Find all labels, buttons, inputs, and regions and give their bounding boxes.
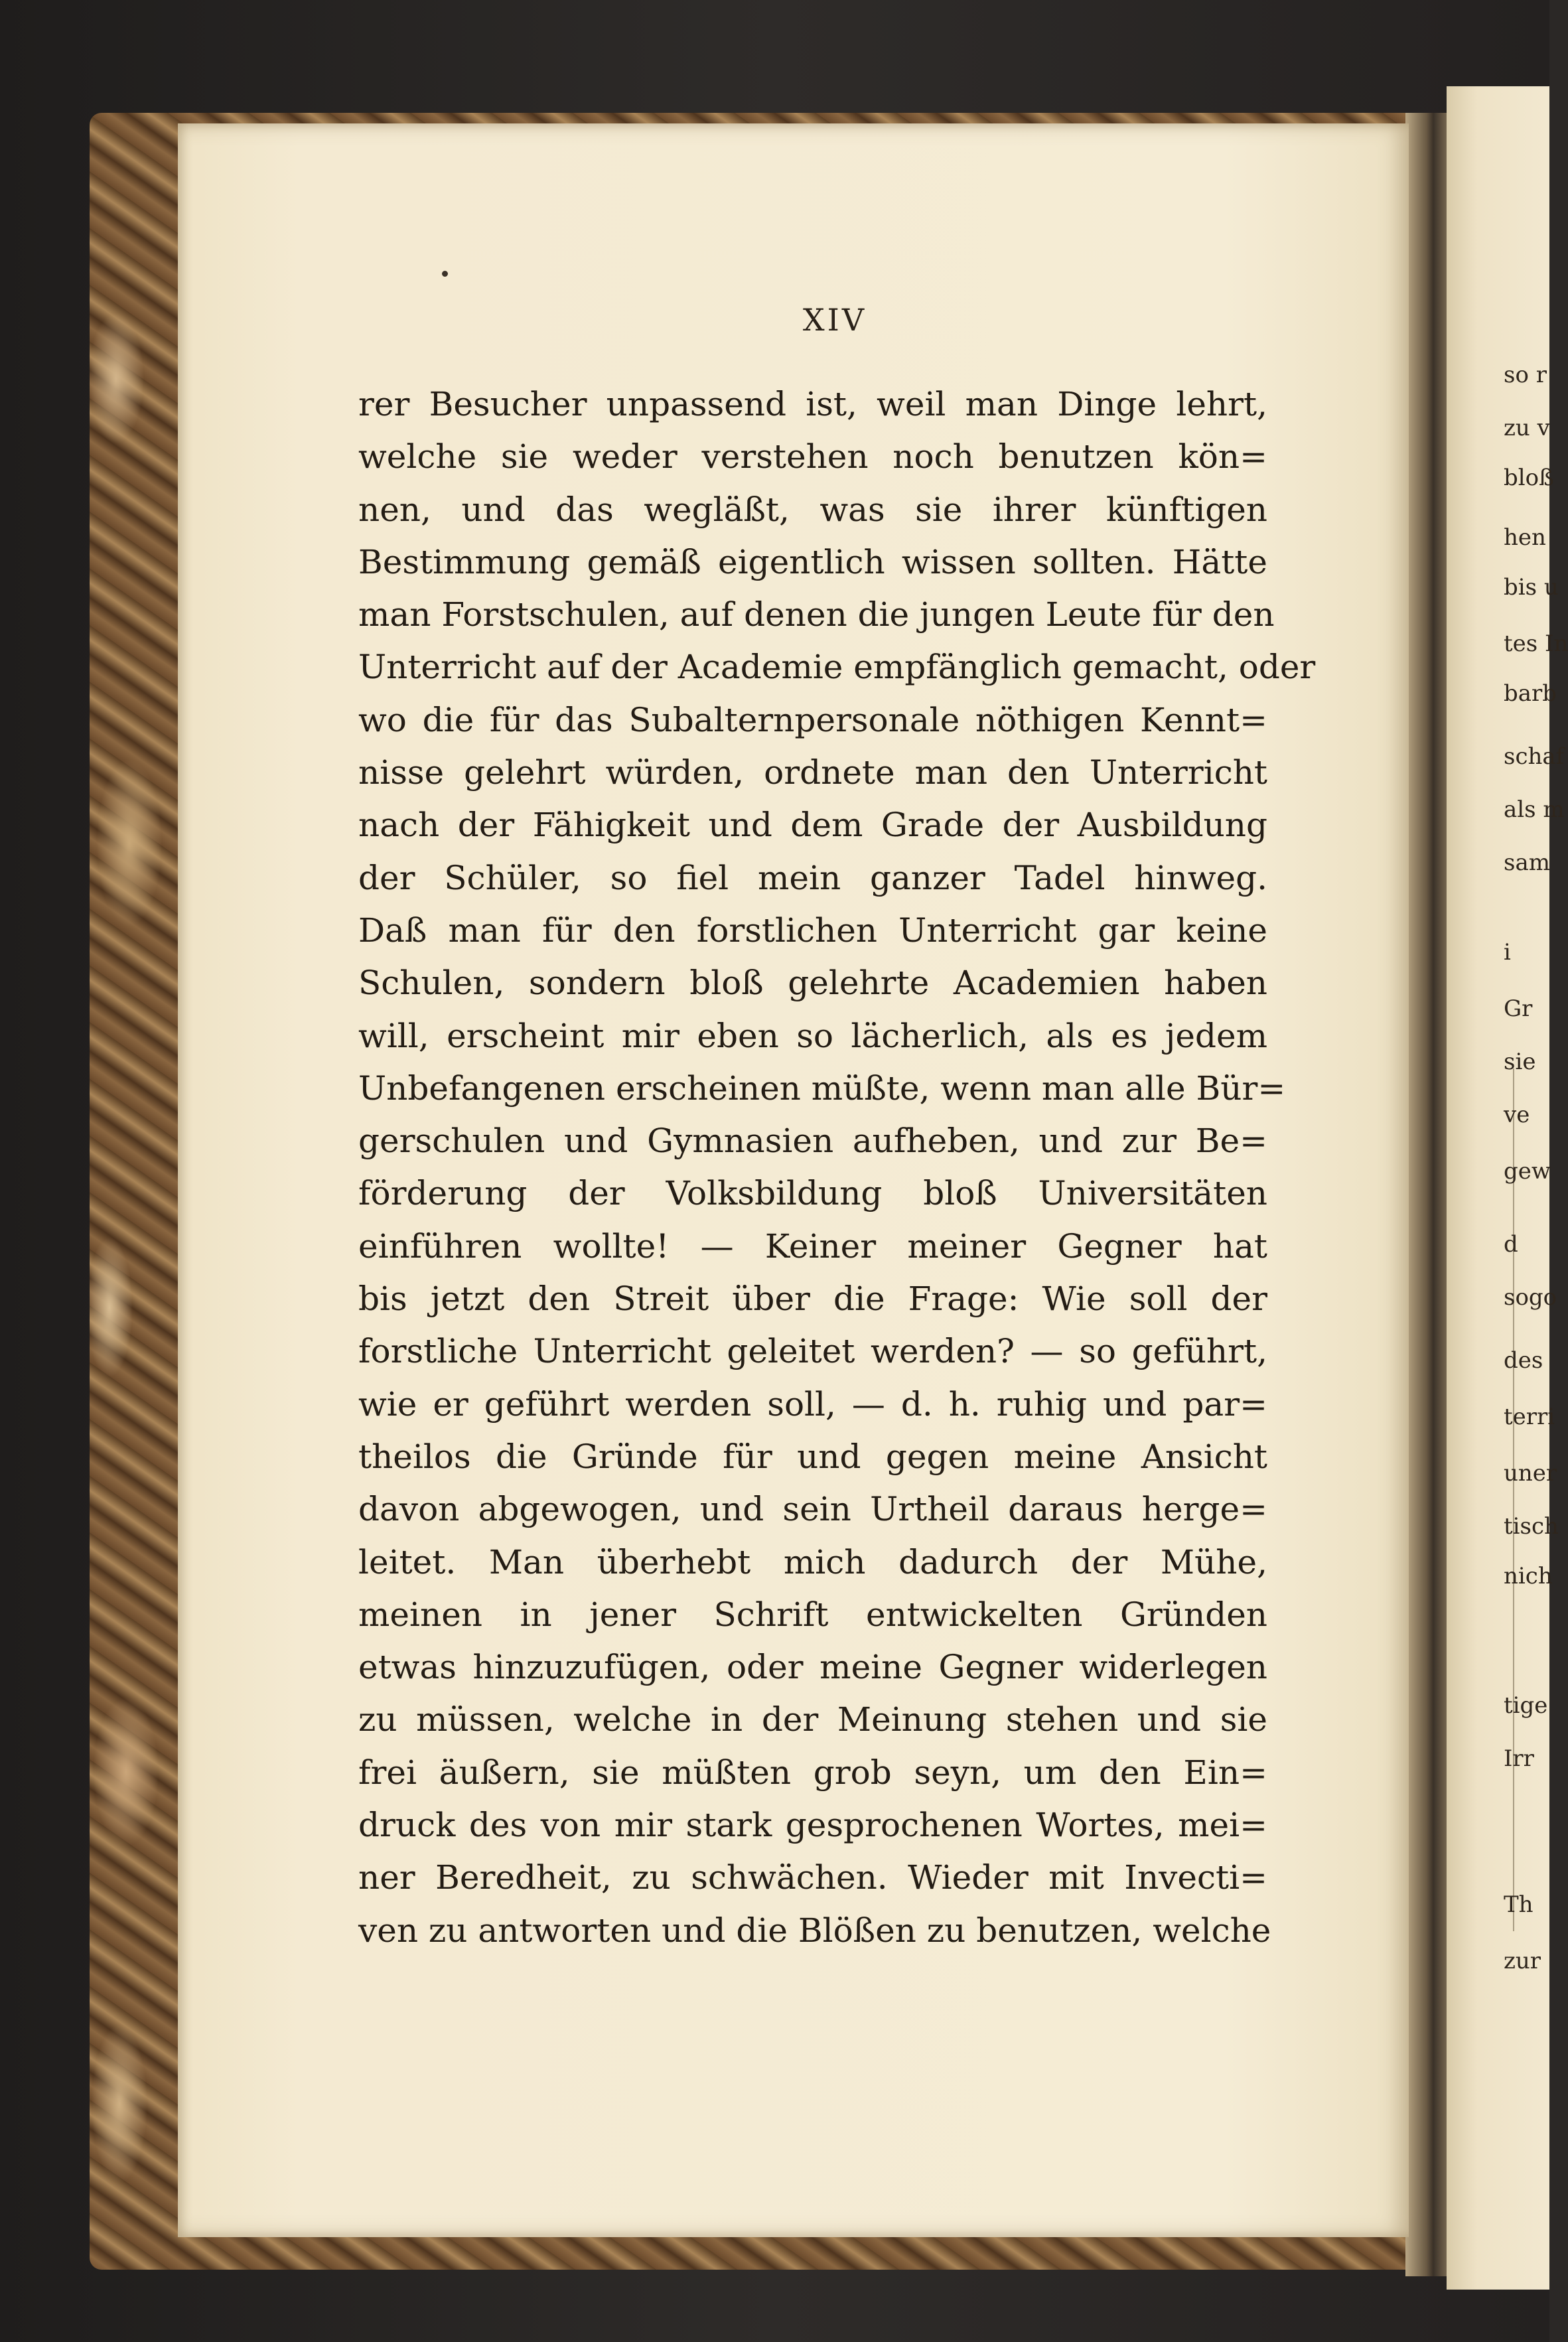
facing-page-fragment: Th [1504,1891,1533,1918]
facing-page-fragment: hen [1504,524,1546,551]
facing-page-rule [1513,1068,1514,1931]
facing-page-fragment: sam [1504,849,1550,876]
text-line: förderung der Volksbildung bloß Universitäten [358,1174,1267,1213]
facing-page-fragment: zu v [1504,415,1550,441]
book-gutter [1405,113,1452,2276]
text-line: welche sie weder verstehen noch benutzen kön= [358,437,1267,476]
facing-page-fragment: Irr [1504,1745,1534,1772]
text-line: meinen in jener Schrift entwickelten Gründen [358,1595,1267,1634]
text-line: will, erscheint mir eben so lächerlich, als es jedem [358,1016,1267,1055]
facing-page-fragment: uner [1504,1460,1557,1487]
facing-page-fragment: sogo [1504,1284,1557,1311]
facing-page-fragment: barb [1504,680,1557,707]
facing-page-fragment: terri [1504,1404,1555,1430]
text-line: ner Beredheit, zu schwächen. Wieder mit Invecti= [358,1858,1267,1897]
facing-page-fragment: so r [1504,362,1547,388]
text-line: theilos die Gründe für und gegen meine Ansicht [358,1437,1267,1476]
text-line: nisse gelehrt würden, ordnete man den Unterricht [358,753,1267,792]
text-line: druck des von mir stark gesprochenen Wortes, mei= [358,1806,1267,1845]
facing-page-fragment: zur [1504,1948,1541,1974]
facing-page-fragment: bis u [1504,574,1559,601]
facing-page-fragment: Gr [1504,995,1533,1022]
text-line: zu müssen, welche in der Meinung stehen und sie [358,1700,1267,1739]
facing-page-fragment: gew [1504,1158,1551,1185]
text-line: bis jetzt den Streit über die Frage: Wie soll der [358,1280,1267,1319]
facing-page-fragment: des [1504,1347,1543,1374]
facing-page-fragment: d [1504,1231,1518,1258]
text-line: Daß man für den forstlichen Unterricht gar keine [358,911,1267,950]
text-line: davon abgewogen, und sein Urtheil daraus herge= [358,1490,1267,1529]
facing-page-fragment: als m [1504,796,1565,823]
facing-page [1447,86,1568,2290]
text-line: frei äußern, sie müßten grob seyn, um den Ein= [358,1753,1267,1792]
facing-page-fragment: tige [1504,1692,1548,1719]
text-line: der Schüler, so fiel mein ganzer Tadel hinweg. [358,858,1267,897]
page-number: XIV [802,302,867,338]
text-line: ven zu antworten und die Blößen zu benutzen, welche [358,1911,1271,1950]
text-line: Schulen, sondern bloß gelehrte Academien haben [358,964,1267,1003]
text-line: gerschulen und Gymnasien aufheben, und zur Be= [358,1122,1267,1161]
text-line: Unterricht auf der Academie empfänglich gemacht, oder [358,648,1316,687]
body-text [358,378,1316,1957]
text-line: man Forstschulen, auf denen die jungen Leute für den [358,595,1275,634]
text-line: nach der Fähigkeit und dem Grade der Ausbildung [358,806,1267,845]
text-line: leitet. Man überhebt mich dadurch der Mühe, [358,1542,1267,1581]
text-line: Unbefangenen erscheinen müßte, wenn man alle Bür= [358,1068,1286,1108]
text-line: nen, und das wegläßt, was sie ihrer künftigen [358,490,1267,529]
facing-page-fragment: schaf [1504,743,1565,770]
facing-page-fragment: sie [1504,1049,1536,1075]
text-line: wie er geführt werden soll, — d. h. ruhig und par= [358,1384,1267,1424]
text-line: Bestimmung gemäß eigentlich wissen sollten. Hätte [358,542,1267,581]
facing-page-fragment: ve [1504,1102,1530,1128]
page-speck [442,271,448,277]
facing-page-fragment: tes In [1504,630,1568,657]
text-line: forstliche Unterricht geleitet werden? — so geführt, [358,1332,1267,1371]
facing-page-fragment: bloß [1504,465,1554,491]
facing-page-fragment: i [1504,939,1511,966]
text-line: einführen wollte! — Keiner meiner Gegner hat [358,1226,1267,1266]
text-line: wo die für das Subalternpersonale nöthigen Kennt= [358,700,1267,739]
text-line: rer Besucher unpassend ist, weil man Dinge lehrt, [358,385,1267,423]
facing-page-fragment: nich [1504,1563,1553,1589]
facing-page-fragment: tisch [1504,1513,1559,1540]
text-line: etwas hinzuzufügen, oder meine Gegner widerlegen [358,1648,1267,1687]
